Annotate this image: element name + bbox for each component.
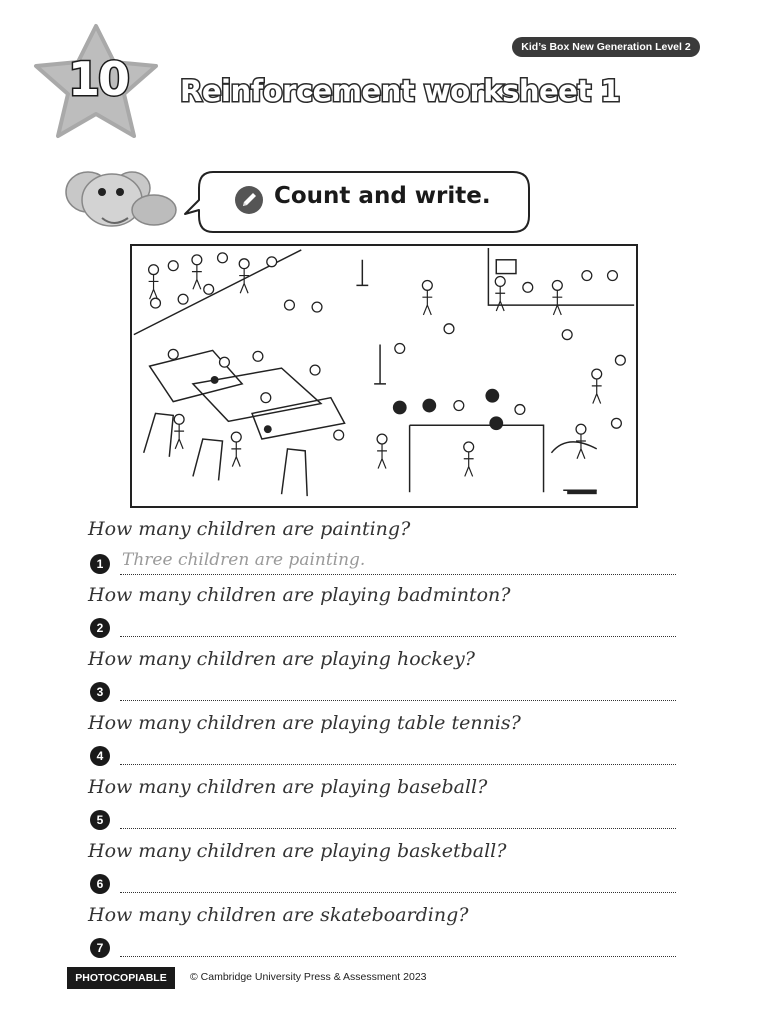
instruction-text: Count and write. [274,183,491,209]
question-7: How many children are skateboarding? [88,904,469,926]
page-title: Reinforcement worksheet 1 [180,74,620,108]
question-number-5: 5 [90,810,110,830]
pencil-icon [234,185,264,215]
answer-line-5[interactable] [120,810,676,829]
question-4: How many children are playing table tennis? [88,712,521,734]
question-5: How many children are playing baseball? [88,776,488,798]
elephant-mascot-icon [62,162,182,238]
copyright-text: © Cambridge University Press & Assessment 2023 [190,971,427,983]
sports-day-illustration [130,244,638,508]
example-answer: Three children are painting. [122,550,366,570]
answer-line-2[interactable] [120,618,676,637]
photocopiable-label: PHOTOCOPIABLE [67,967,175,989]
answer-line-3[interactable] [120,682,676,701]
question-number-3: 3 [90,682,110,702]
question-number-4: 4 [90,746,110,766]
answer-line-7[interactable] [120,938,676,957]
question-3: How many children are playing hockey? [88,648,475,670]
question-6: How many children are playing basketball? [88,840,507,862]
unit-number: 10 [67,52,128,106]
answer-line-6[interactable] [120,874,676,893]
question-1: How many children are painting? [88,518,411,540]
question-2: How many children are playing badminton? [88,584,511,606]
question-number-2: 2 [90,618,110,638]
question-number-6: 6 [90,874,110,894]
series-label: Kid’s Box New Generation Level 2 [512,37,700,57]
answer-line-4[interactable] [120,746,676,765]
question-number-7: 7 [90,938,110,958]
question-number-1: 1 [90,554,110,574]
